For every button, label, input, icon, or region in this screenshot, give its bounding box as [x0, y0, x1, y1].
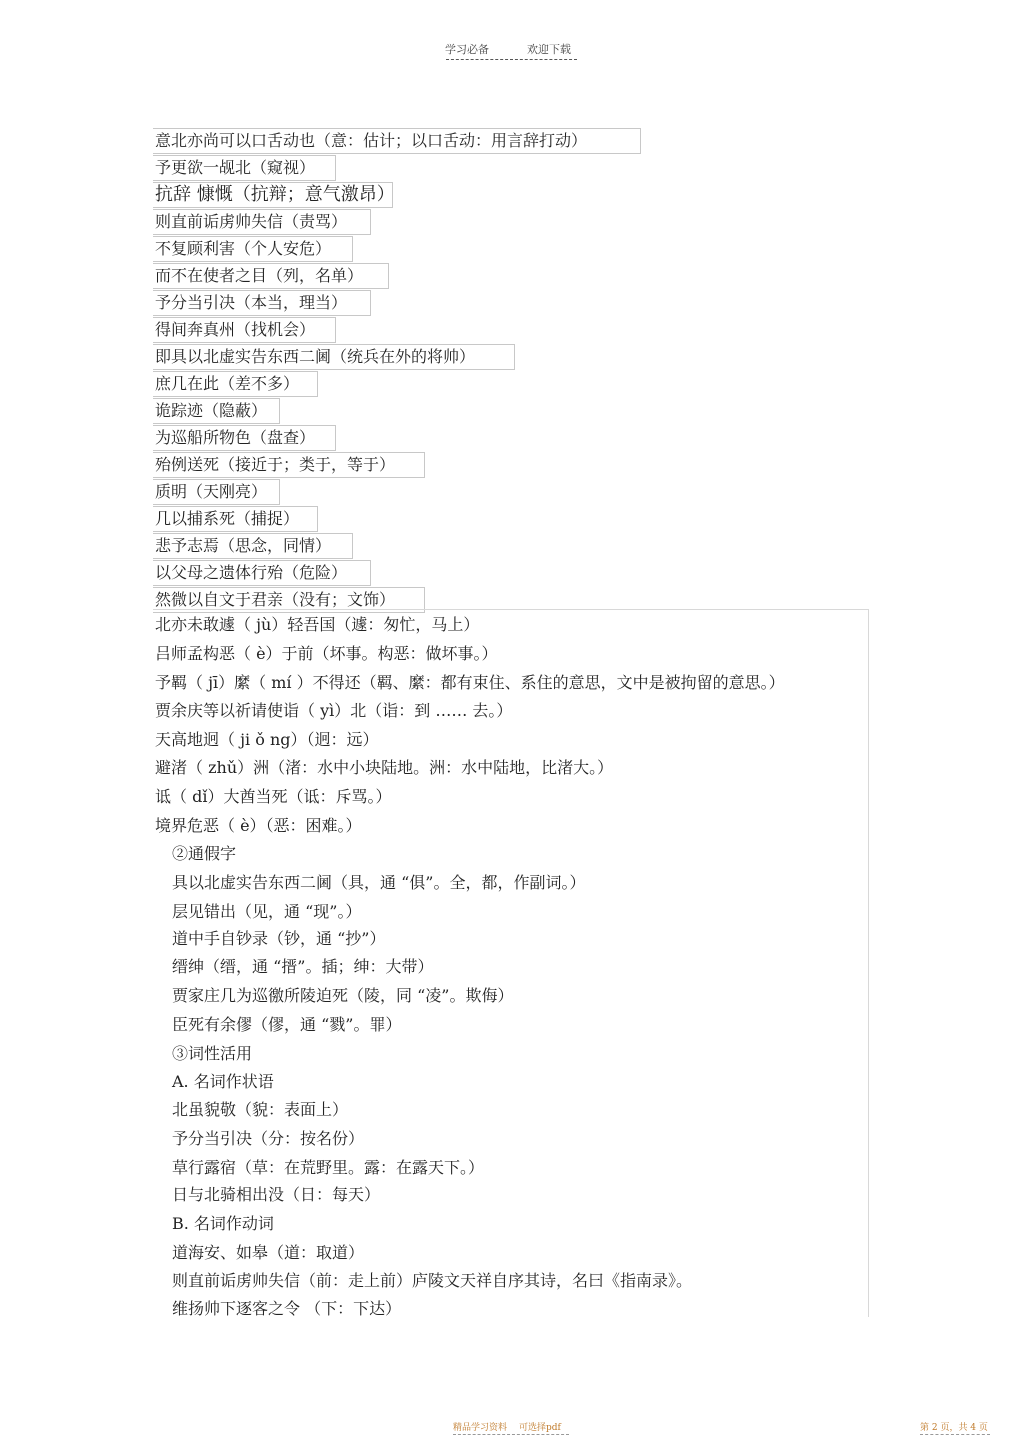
boxed-line: 诡踪迹（隐蔽）: [153, 398, 280, 424]
text-line: 具以北虚实告东西二阃（具，通 “俱”。全，都，作副词。）: [172, 873, 586, 892]
subsection-heading: B. 名词作动词: [172, 1214, 274, 1233]
boxed-line: 庶几在此（差不多）: [153, 371, 318, 397]
text-line: 予分当引决（分：按名份）: [172, 1129, 365, 1148]
boxed-line: 即具以北虚实告东西二阃（统兵在外的将帅）: [153, 344, 515, 370]
subsection-heading: A. 名词作状语: [172, 1072, 274, 1091]
text-line: 诋（ dǐ）大酋当死（诋：斥骂。）: [155, 787, 392, 806]
boxed-line: 予分当引决（本当，理当）: [153, 290, 371, 316]
boxed-line: 质明（天刚亮）: [153, 479, 280, 505]
section-heading: ②通假字: [172, 844, 237, 863]
text-line: 吕师孟构恶（ è）于前（坏事。构恶：做坏事。）: [155, 644, 498, 663]
text-line: 贾余庆等以祈请使诣（ yì）北（诣：到 …… 去。）: [155, 701, 513, 720]
text-line: 层见错出（见，通 “现”。）: [172, 902, 362, 921]
boxed-line: 予更欲一觇北（窥视）: [153, 155, 336, 181]
boxed-line: 得间奔真州（找机会）: [153, 317, 336, 343]
boxed-line: 不复顾利害（个人安危）: [153, 236, 353, 262]
text-line: 道中手自钞录（钞，通 “抄”）: [172, 929, 386, 948]
boxed-line: 则直前诟虏帅失信（责骂）: [153, 209, 371, 235]
boxed-line: 意北亦尚可以口舌动也（意：估计；以口舌动：用言辞打动）: [153, 128, 641, 154]
footer-left: [453, 1420, 561, 1433]
text-line: 维扬帅下逐客之令 （下：下达）: [172, 1299, 402, 1318]
text-line: 臣死有余僇（僇，通 “戮”。罪）: [172, 1015, 402, 1034]
text-line: 避渚（ zhǔ）洲（渚：水中小块陆地。洲：水中陆地，比渚大。）: [155, 758, 614, 777]
text-line: 天高地迥（ ji ǒ ng）（迥：远）: [155, 730, 379, 749]
text-line: 予羁（ jī）縻（ mí ）不得还（羁、縻：都有束住、系住的意思，文中是被拘留的意思。）: [155, 673, 785, 692]
footer-label-a: 精品学习资料: [453, 1423, 508, 1433]
text-line: 则直前诟虏帅失信（前：走上前）庐陵文天祥自序其诗，名曰《指南录》。: [172, 1271, 693, 1290]
text-line: 北亦未敢遽（ jù）轻吾国（遽：匆忙，马上）: [155, 615, 480, 634]
header-right: 欢迎下载: [527, 43, 571, 56]
page-header: [445, 41, 571, 57]
boxed-line: 以父母之遗体行殆（危险）: [153, 560, 371, 586]
section-heading: ③词性活用: [172, 1044, 253, 1063]
header-left: 学习必备: [445, 43, 489, 56]
text-line: 缙绅（缙，通 “搢”。插；绅：大带）: [172, 957, 434, 976]
header-divider: [446, 59, 577, 60]
text-line: 境界危恶（ è）（恶：困难。）: [155, 816, 362, 835]
boxed-line: 几以捕系死（捕捉）: [153, 506, 318, 532]
boxed-line: 殆例送死（接近于；类于，等于）: [153, 452, 425, 478]
boxed-line: 然微以自文于君亲（没有；文饰）: [153, 587, 425, 613]
boxed-line: 悲予志焉（思念，同情）: [153, 533, 353, 559]
page-number: 第 2 页，共 4 页: [920, 1423, 988, 1433]
text-line: 贾家庄几为巡徼所陵迫死（陵，同 “凌”。欺侮）: [172, 986, 514, 1005]
boxed-line: 为巡船所物色（盘查）: [153, 425, 336, 451]
boxed-line: 抗辞 慷慨（抗辩；意气激昂）: [153, 182, 393, 208]
text-line: 日与北骑相出没（日：每天）: [172, 1185, 381, 1204]
text-line: 道海安、如皋（道：取道）: [172, 1243, 365, 1262]
boxed-line: 而不在使者之目（列，名单）: [153, 263, 389, 289]
footer-right-divider: [920, 1434, 990, 1435]
footer-left-divider: [453, 1434, 569, 1435]
text-line: 草行露宿（草：在荒野里。露：在露天下。）: [172, 1158, 485, 1177]
footer-label-b: 可选择pdf: [519, 1423, 561, 1433]
text-line: 北虽貌敬（貌：表面上）: [172, 1100, 349, 1119]
